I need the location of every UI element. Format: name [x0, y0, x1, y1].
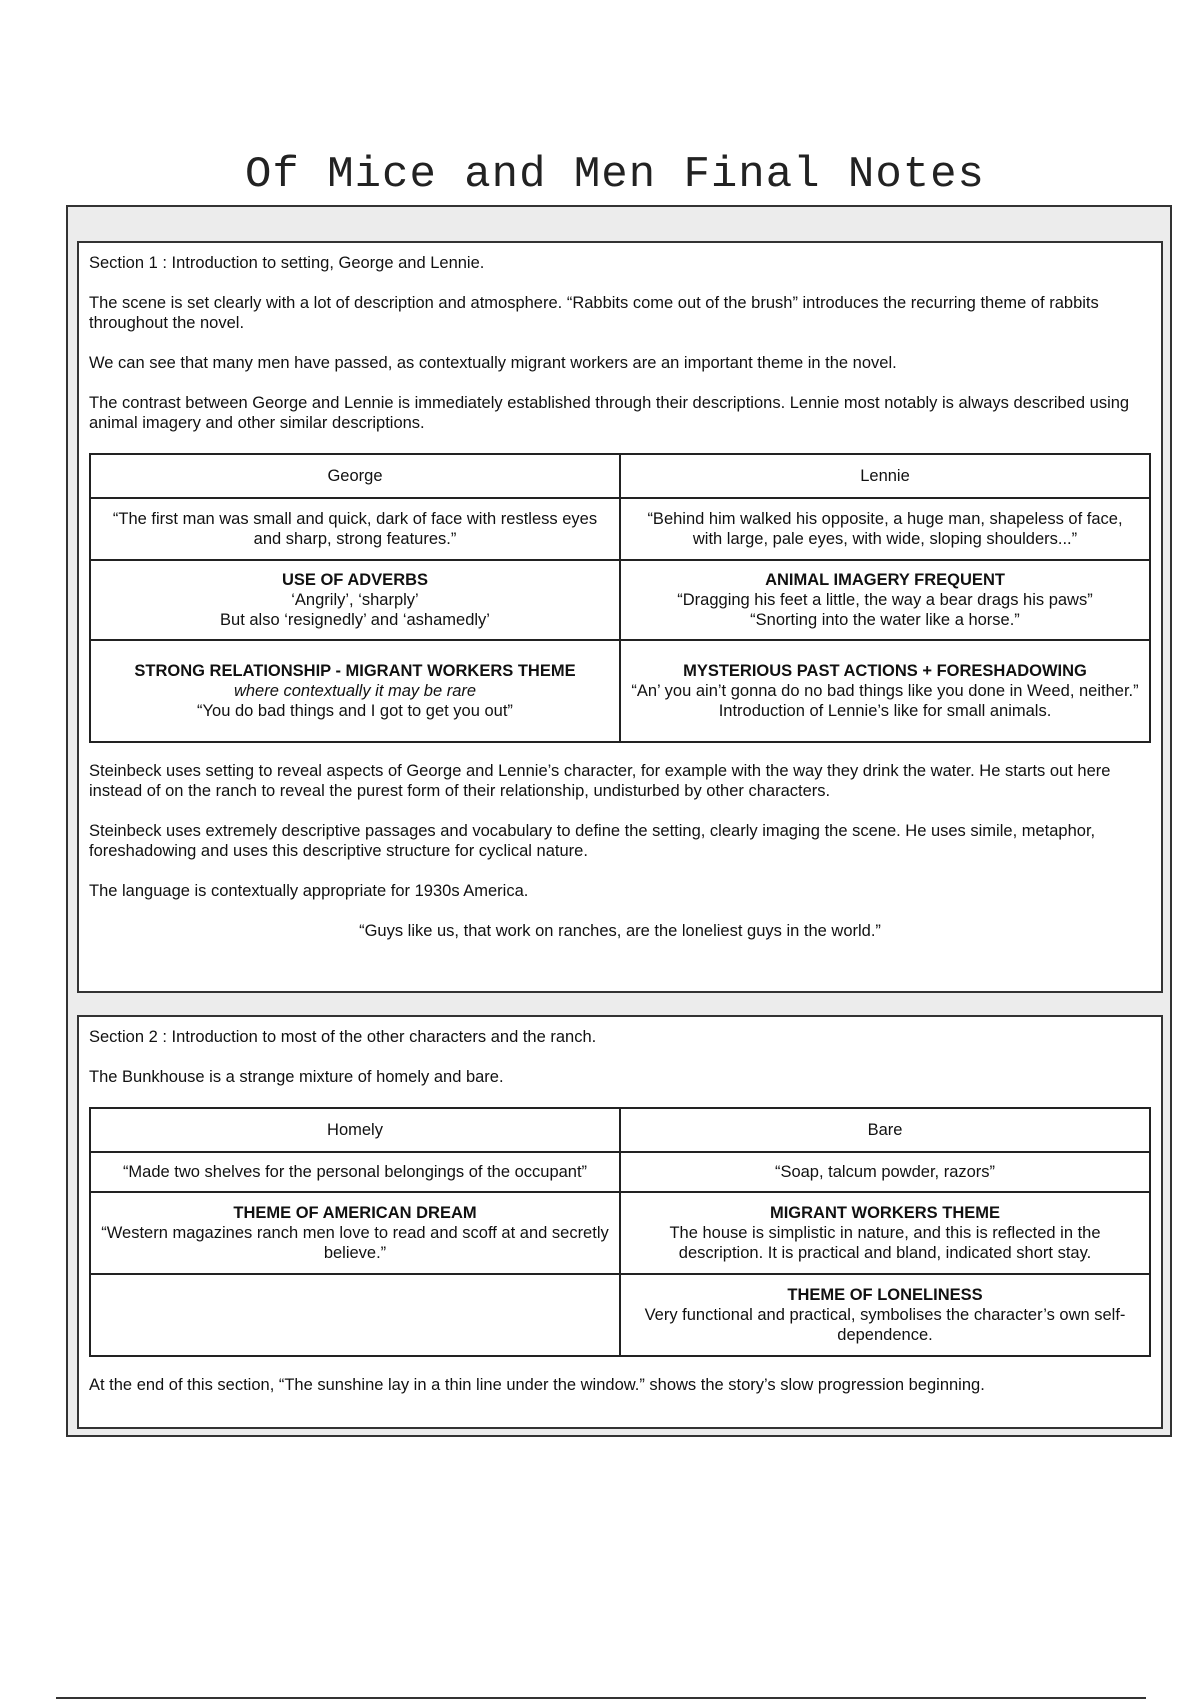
cell-text: ‘Angrily’, ‘sharply’: [291, 591, 419, 609]
section-1-heading: Section 1 : Introduction to setting, George and Lennie.: [89, 254, 485, 272]
cell-text: The house is simplistic in nature, and this is reflected in the description. It is practical and bland, indicated short stay.: [669, 1224, 1101, 1262]
table-cell: [620, 640, 1150, 742]
homely-bare-table: [89, 1107, 1151, 1357]
cell-text: “Western magazines ranch men love to read and scoff at and secretly believe.”: [101, 1224, 609, 1262]
section-2: [77, 1015, 1163, 1429]
section-1-paragraph: We can see that many men have passed, as contextually migrant workers are an important theme in the novel.: [89, 354, 897, 372]
table-cell: [90, 560, 620, 640]
table-cell-empty: [90, 1274, 620, 1356]
section-2-paragraph: The Bunkhouse is a strange mixture of homely and bare.: [89, 1068, 504, 1086]
table-cell: “Behind him walked his opposite, a huge man, shapeless of face, with large, pale eyes, with wide, sloping shoulders...”: [620, 498, 1150, 560]
cell-title: THEME OF AMERICAN DREAM: [233, 1204, 477, 1222]
notes-container: [66, 205, 1172, 1437]
footer-divider: [56, 1697, 1146, 1699]
cell-text: Introduction of Lennie’s like for small animals.: [718, 702, 1052, 720]
column-header-lennie: Lennie: [620, 454, 1150, 498]
table-cell: [620, 1274, 1150, 1356]
column-header-george: George: [90, 454, 620, 498]
column-header-bare: Bare: [620, 1108, 1150, 1152]
table-cell: “Made two shelves for the personal belongings of the occupant”: [90, 1152, 620, 1192]
section-2-paragraph: At the end of this section, “The sunshine lay in a thin line under the window.” shows the story’s slow progression beginning.: [89, 1376, 985, 1394]
cell-text: But also ‘resignedly’ and ‘ashamedly’: [220, 611, 490, 629]
george-lennie-table: [89, 453, 1151, 743]
cell-text: where contextually it may be rare: [233, 682, 477, 700]
cell-title: THEME OF LONELINESS: [787, 1286, 983, 1304]
column-header-homely: Homely: [90, 1108, 620, 1152]
table-cell: “Soap, talcum powder, razors”: [620, 1152, 1150, 1192]
cell-text: “Dragging his feet a little, the way a bear drags his paws”: [677, 591, 1093, 609]
section-1: [77, 241, 1163, 993]
table-cell: [90, 640, 620, 742]
table-cell: [620, 1192, 1150, 1274]
cell-title: MIGRANT WORKERS THEME: [769, 1204, 1001, 1222]
section-1-paragraph: The scene is set clearly with a lot of description and atmosphere. “Rabbits come out of the brush” introduces the recurring theme of rabbits throughout the novel.: [89, 294, 1099, 332]
cell-text: “You do bad things and I got to get you out”: [197, 702, 513, 720]
cell-title: ANIMAL IMAGERY FREQUENT: [765, 571, 1005, 589]
section-1-paragraph: Steinbeck uses extremely descriptive passages and vocabulary to define the setting, clearly imaging the scene. He uses simile, metaphor, foreshadowing and uses this descriptive structure for cyclical nature.: [89, 822, 1096, 860]
table-cell: [90, 1192, 620, 1274]
page-title: Of Mice and Men Final Notes: [245, 150, 985, 200]
table-cell: [620, 560, 1150, 640]
cell-text: “An’ you ain’t gonna do no bad things like you done in Weed, neither.”: [631, 682, 1139, 700]
cell-text: Very functional and practical, symbolises the character’s own self-dependence.: [644, 1306, 1126, 1344]
section-1-paragraph: The contrast between George and Lennie is immediately established through their descriptions. Lennie most notably is always described using animal imagery and other similar descriptions.: [89, 394, 1130, 432]
table-cell: “The first man was small and quick, dark of face with restless eyes and sharp, strong features.”: [90, 498, 620, 560]
cell-title: MYSTERIOUS PAST ACTIONS + FORESHADOWING: [683, 662, 1087, 680]
cell-title: STRONG RELATIONSHIP - MIGRANT WORKERS THEME: [134, 662, 576, 680]
section-1-paragraph: Steinbeck uses setting to reveal aspects of George and Lennie’s character, for example with the way they drink the water. He starts out here instead of on the ranch to reveal the purest form of their relationship, undisturbed by other characters.: [89, 762, 1111, 800]
section-2-heading: Section 2 : Introduction to most of the other characters and the ranch.: [89, 1028, 597, 1046]
cell-title: USE OF ADVERBS: [281, 571, 429, 589]
cell-text: “Snorting into the water like a horse.”: [750, 611, 1020, 629]
section-1-quote: “Guys like us, that work on ranches, are the loneliest guys in the world.”: [359, 922, 881, 940]
section-1-paragraph: The language is contextually appropriate for 1930s America.: [89, 882, 529, 900]
